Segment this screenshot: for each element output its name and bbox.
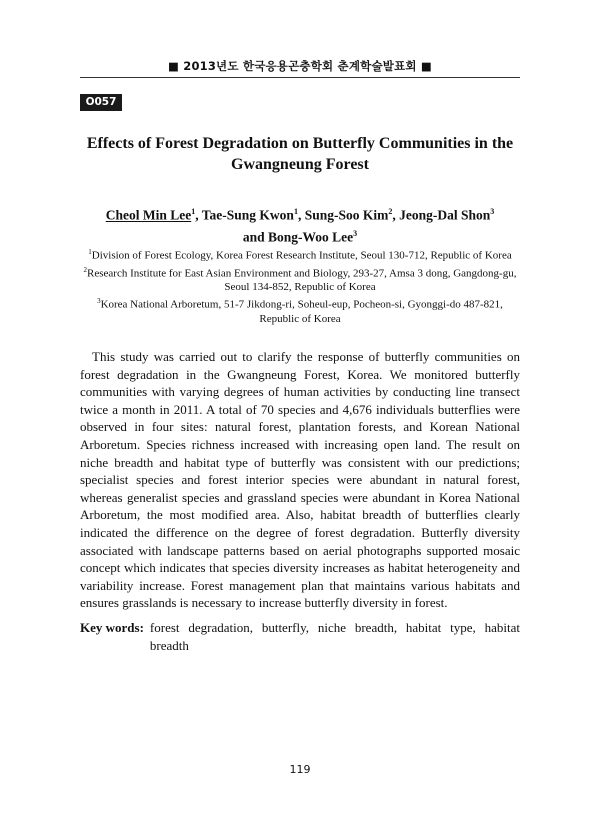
- author-affiliation-mark: 3: [353, 228, 358, 238]
- authors-line-2: and Bong-Woo Lee$^3$: [242, 228, 358, 244]
- title-line-1: Effects of Forest Degradation on Butterfly Communities in the: [86, 135, 514, 152]
- keywords-text: forest degradation, butterfly, niche breadth, habitat type, habitat breadth: [149, 620, 520, 653]
- abstract-body: This study was carried out to clarify the response of butterfly communities on forest degradation in the Gwangneung Forest, Korea. We monitored butterfly communities with varying degrees of human activities by conducting line transect twice a month in 2011. A total of 70 species and 4,676 individuals butterflies were observed in four sites: natural forest, plantation forests, and Korean National Arboretum. Species richness increased with increasing open land. The result on niche breadth and habitat type of butterfly was consistent with our predictions; specialist species and forest interior species were abundant in natural forest, whereas generalist species and grassland species were abundant in Korea National Arboretum, the most modified area. Also, habitat breadth of butterflies clearly indicated the difference on the degree of forest degradation. Butterfly diversity associated with landscape patterns based on aerial photographs supported mosaic concept which indicates that species diversity increases as habitat heterogeneity and variability increase. Forest management plan that maintains various habitats and ensures grasslands is necessary to increase butterfly diversity in forest.: [80, 349, 520, 611]
- author-name: Sung-Soo Kim: [304, 207, 389, 223]
- affiliation-mark: 2: [83, 265, 88, 274]
- conference-header: ■ 2013년도 한국응용곤충학회 춘계학술발표회 ■: [167, 59, 432, 73]
- presentation-code-badge: O057: [80, 94, 122, 111]
- affiliation-item: [80, 245, 520, 263]
- affiliation-text: Division of Forest Ecology, Korea Forest Research Institute, Seoul 130-712, Republic of Korea: [91, 249, 512, 262]
- affiliation-mark: 1: [88, 248, 92, 256]
- paper-title: [80, 133, 520, 175]
- author-name: Tae-Sung Kwon: [201, 207, 294, 223]
- affiliation-text: Korea National Arboretum, 51-7 Jikdong-ri, Soheul-eup, Pocheon-si, Gyonggi-do 487-821, Republic of Korea: [100, 298, 503, 325]
- header-divider: [80, 77, 520, 78]
- affiliation-mark: 3: [97, 297, 101, 306]
- author-affiliation-mark: 1: [191, 207, 196, 216]
- author-name: Jeong-Dal Shon: [399, 207, 491, 223]
- authors-line-1: Cheol Min Lee$^1$, Tae-Sung Kwon$^1$, Sung-Soo Kim$^2$, Jeong-Dal Shon$^3$: [105, 207, 495, 223]
- author-name: Cheol Min Lee: [105, 207, 192, 223]
- author-list: [80, 203, 520, 246]
- author-affiliation-mark: 2: [388, 207, 393, 216]
- page-number: 119: [289, 763, 311, 776]
- title-line-2: Gwangneung Forest: [231, 156, 369, 173]
- affiliation-text: Research Institute for East Asian Environment and Biology, 293-27, Amsa 3 dong, Gangdong-gu, Seoul 134-852, Republic of Korea: [87, 267, 517, 294]
- author-name: Bong-Woo Lee: [268, 229, 354, 244]
- keywords-section: [80, 619, 520, 654]
- affiliation-item: [80, 294, 520, 326]
- affiliation-list: [80, 245, 520, 326]
- affiliation-item: [80, 263, 520, 295]
- keywords-label: Key words:: [80, 620, 144, 635]
- author-affiliation-mark: 1: [293, 207, 298, 216]
- author-affiliation-mark: 3: [490, 207, 495, 216]
